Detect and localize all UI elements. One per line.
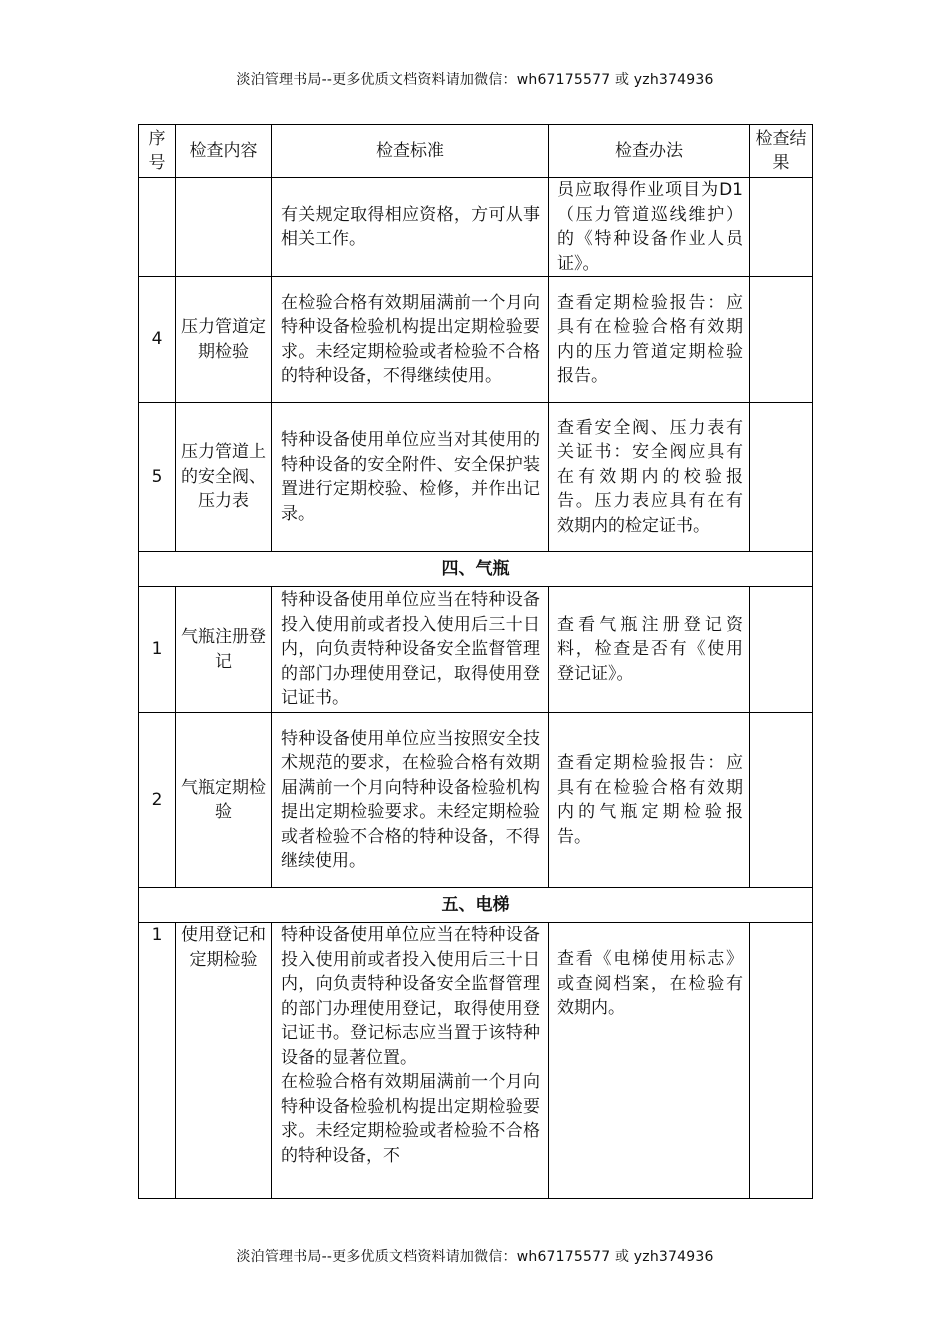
row-method: 查看气瓶注册登记资料，检查是否有《使用登记证》。	[549, 587, 750, 713]
row-item: 压力管道上的安全阀、压力表	[176, 403, 272, 552]
table-row	[139, 277, 813, 403]
row-standard	[272, 923, 549, 1199]
section-row	[139, 552, 813, 587]
row-method: 查看安全阀、压力表有关证书：安全阀应具有在有效期内的校验报告。压力表应具有在有效期内的检定证书。	[549, 403, 750, 552]
section-title-cylinder: 四、气瓶	[139, 552, 813, 587]
row-no: 4	[139, 277, 176, 403]
row-no: 2	[139, 713, 176, 888]
row-item: 气瓶注册登记	[176, 587, 272, 713]
section-row	[139, 888, 813, 923]
table-row	[139, 587, 813, 713]
row-method: 查看定期检验报告：应具有在检验合格有效期内的气瓶定期检验报告。	[549, 713, 750, 888]
col-header-no: 序号	[139, 125, 176, 178]
col-header-standard: 检查标准	[272, 125, 549, 178]
section-title-elevator: 五、电梯	[139, 888, 813, 923]
row-result	[750, 277, 813, 403]
col-header-item: 检查内容	[176, 125, 272, 178]
row-no: 1	[139, 587, 176, 713]
inspection-table	[138, 124, 813, 1199]
table-row	[139, 923, 813, 1199]
page-header: 淡泊管理书局--更多优质文档资料请加微信：wh67175577 或 yzh374936	[236, 72, 714, 88]
row-method: 查看定期检验报告：应具有在检验合格有效期内的压力管道定期检验报告。	[549, 277, 750, 403]
row-result	[750, 403, 813, 552]
page-footer: 淡泊管理书局--更多优质文档资料请加微信：wh67175577 或 yzh374936	[236, 1249, 714, 1265]
row-method: 查看《电梯使用标志》或查阅档案，在检验有效期内。	[549, 923, 750, 1199]
table-row	[139, 178, 813, 277]
table-header-row	[139, 125, 813, 178]
row-standard-part-a: 特种设备使用单位应当在特种设备投入使用前或者投入使用后三十日内，向负责特种设备安全监督管理的部门办理使用登记，取得使用登记证书。登记标志应当置于该特种设备的显著位置。	[281, 925, 540, 1068]
table-row	[139, 713, 813, 888]
col-header-result: 检查结果	[750, 125, 813, 178]
row-method: 员应取得作业项目为D1（压力管道巡线维护）的《特种设备作业人员证》。	[549, 178, 750, 277]
row-item	[176, 178, 272, 277]
col-header-method: 检查办法	[549, 125, 750, 178]
row-item: 气瓶定期检验	[176, 713, 272, 888]
table-row	[139, 403, 813, 552]
row-result	[750, 587, 813, 713]
row-result	[750, 713, 813, 888]
row-no: 1	[139, 923, 176, 1199]
row-no: 5	[139, 403, 176, 552]
row-standard: 有关规定取得相应资格，方可从事相关工作。	[272, 178, 549, 277]
row-item: 使用登记和定期检验	[176, 923, 272, 1199]
row-standard: 特种设备使用单位应当按照安全技术规范的要求，在检验合格有效期届满前一个月向特种设备检验机构提出定期检验要求。未经定期检验或者检验不合格的特种设备，不得继续使用。	[272, 713, 549, 888]
row-no	[139, 178, 176, 277]
row-standard: 在检验合格有效期届满前一个月向特种设备检验机构提出定期检验要求。未经定期检验或者检验不合格的特种设备，不得继续使用。	[272, 277, 549, 403]
row-standard: 特种设备使用单位应当对其使用的特种设备的安全附件、安全保护装置进行定期校验、检修，并作出记录。	[272, 403, 549, 552]
row-standard: 特种设备使用单位应当在特种设备投入使用前或者投入使用后三十日内，向负责特种设备安全监督管理的部门办理使用登记，取得使用登记证书。	[272, 587, 549, 713]
row-result	[750, 178, 813, 277]
row-standard-part-b: 在检验合格有效期届满前一个月向特种设备检验机构提出定期检验要求。未经定期检验或者检验不合格的特种设备，不	[281, 1072, 540, 1166]
row-item: 压力管道定期检验	[176, 277, 272, 403]
row-result	[750, 923, 813, 1199]
